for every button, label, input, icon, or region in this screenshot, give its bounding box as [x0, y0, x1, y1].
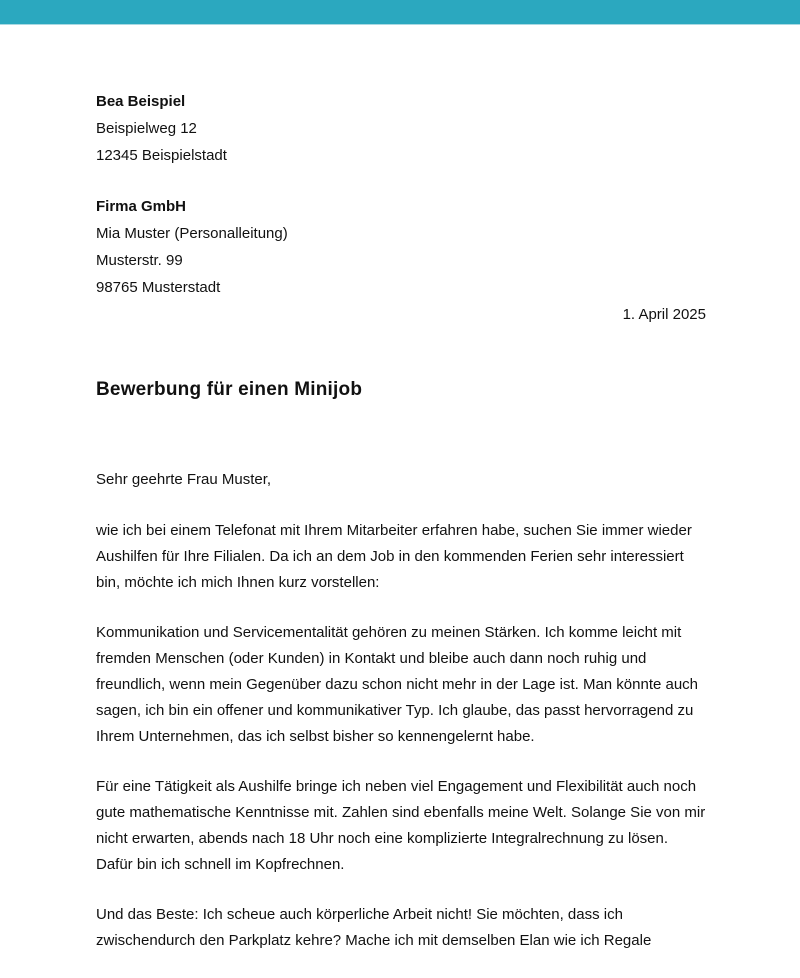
body-paragraph: Für eine Tätigkeit als Aushilfe bringe ich neben viel Engagement und Flexibilität auch noch gute mathematische Kenntnisse mit. Zahlen sind ebenfalls meine Welt. Solange Sie von mir nicht erwarten, abends nach 18 Uhr noch eine komplizierte Integralrechnung zu lösen. Dafür bin ich schnell im Kopfrechnen. — [96, 778, 706, 873]
letter-document — [0, 25, 800, 954]
recipient-contact: Mia Muster (Personalleitung) — [96, 225, 288, 242]
recipient-address — [96, 193, 706, 301]
recipient-city: 98765 Musterstadt — [96, 279, 221, 296]
sender-name: Bea Beispiel — [96, 93, 186, 110]
body-paragraph: Kommunikation und Servicementalität gehören zu meinen Stärken. Ich komme leicht mit fremden Menschen (oder Kunden) in Kontakt und bleibe auch dann noch ruhig und freundlich, wenn mein Gegenüber dazu schon nicht mehr in der Lage ist. Man könnte auch sagen, ich bin ein offener und kommunikativer Typ. Ich glaube, das passt hervorragend zu Ihrem Unternehmen, das ich selbst bisher so kennengelernt habe. — [96, 624, 699, 745]
sender-street: Beispielweg 12 — [96, 120, 197, 137]
recipient-company: Firma GmbH — [96, 198, 187, 215]
subject-line: Bewerbung für einen Minijob — [96, 379, 363, 400]
body-paragraph: Und das Beste: Ich scheue auch körperliche Arbeit nicht! Sie möchten, dass ich zwischendurch den Parkplatz kehre? Mache ich mit demselben Elan wie ich Regale — [96, 906, 652, 949]
sender-address — [96, 88, 706, 169]
recipient-street: Musterstr. 99 — [96, 252, 183, 269]
body-paragraph: wie ich bei einem Telefonat mit Ihrem Mitarbeiter erfahren habe, suchen Sie immer wieder Aushilfen für Ihre Filialen. Da ich an dem Job in den kommenden Ferien sehr interessiert bin, möchte ich mich Ihnen kurz vorstellen: — [96, 522, 692, 591]
salutation: Sehr geehrte Frau Muster, — [96, 471, 272, 488]
letter-date: 1. April 2025 — [622, 306, 706, 323]
top-accent-bar — [0, 0, 800, 25]
sender-city: 12345 Beispielstadt — [96, 147, 227, 164]
